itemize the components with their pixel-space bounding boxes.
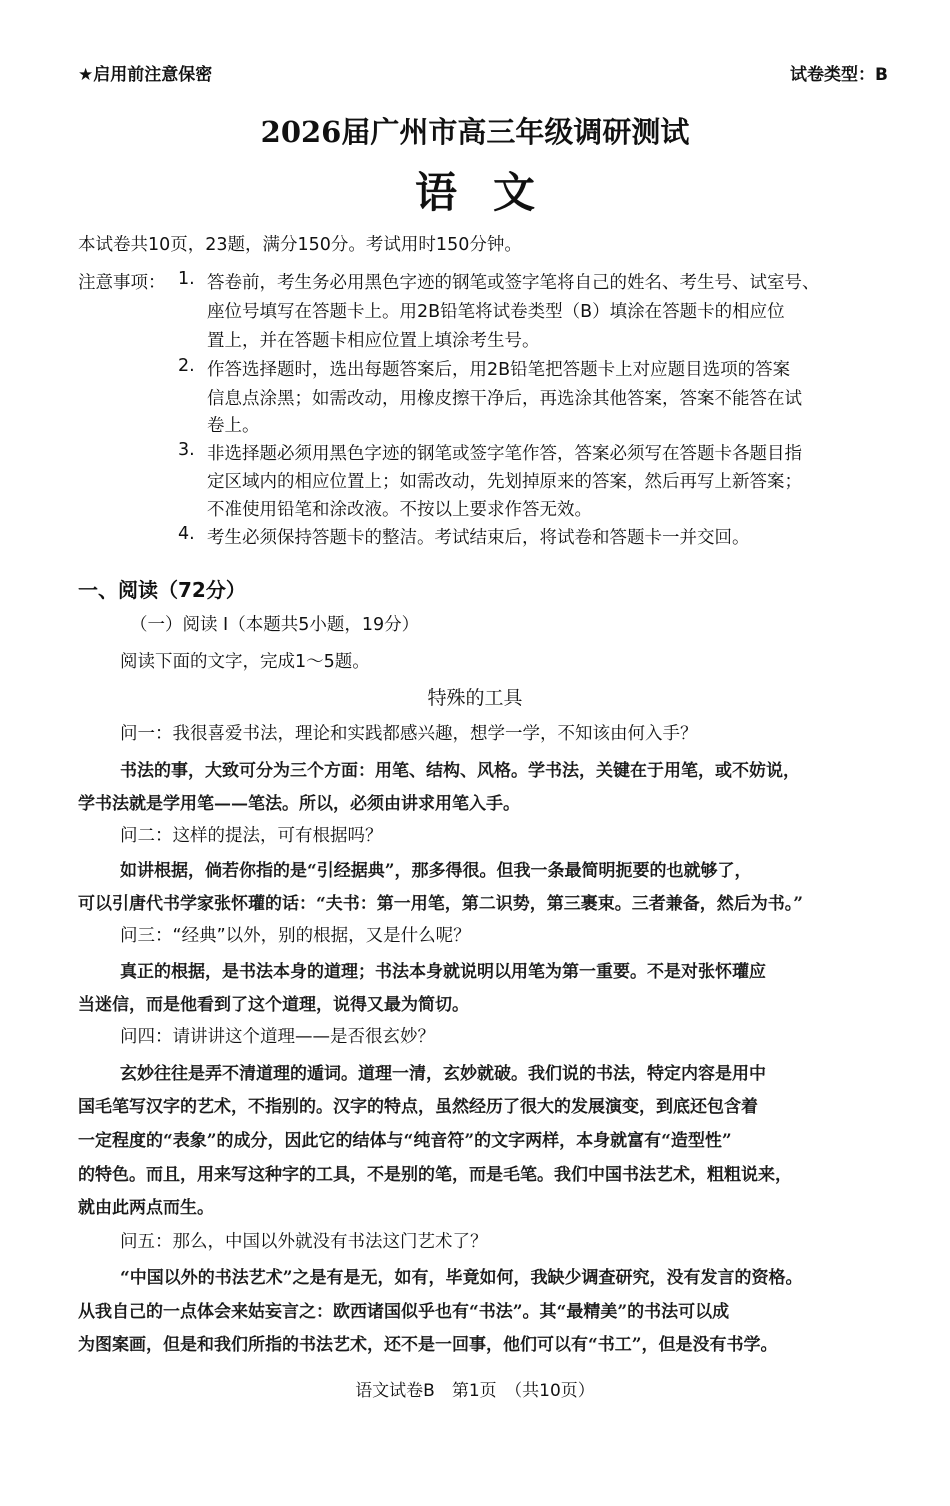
paper-type: 试卷类型：B — [790, 65, 888, 85]
answer-line: “中国以外的书法艺术”之是有是无，如有，毕竟如何，我缺少调查研究，没有发言的资格。 — [120, 1268, 803, 1288]
section-title: 一、阅读（72分） — [78, 578, 246, 602]
answer-line: 一定程度的“表象”的成分，因此它的结体与“纯音符”的文字两样，本身就富有“造型性” — [78, 1131, 732, 1151]
answer-line: 真正的根据，是书法本身的道理；书法本身就说明以用笔为第一重要。不是对张怀瓘应 — [120, 962, 766, 982]
instruction: 阅读下面的文字，完成1～5题。 — [120, 652, 370, 672]
answer-line: 就由此两点而生。 — [78, 1198, 214, 1218]
notice-number: 4. — [178, 524, 195, 544]
question-3: 问三：“经典”以外，别的根据，又是什么呢？ — [120, 926, 471, 946]
notice-line: 不准使用铅笔和涂改液。不按以上要求作答无效。 — [207, 500, 592, 520]
answer-line: 如讲根据，倘若你指的是“引经据典”，那多得很。但我一条最简明扼要的也就够了， — [120, 861, 752, 881]
question-4: 问四：请讲讲这个道理——是否很玄妙？ — [120, 1027, 435, 1047]
answer-line: 书法的事，大致可分为三个方面：用笔、结构、风格。学书法，关键在于用笔，或不妨说， — [120, 761, 800, 781]
question-2: 问二：这样的提法，可有根据吗？ — [120, 826, 383, 846]
notice-line: 答卷前，考生务必用黑色字迹的钢笔或签字笔将自己的姓名、考生号、试室号、 — [207, 273, 820, 293]
question-1: 问一：我很喜爱书法，理论和实践都感兴趣，想学一学，不知该由何入手？ — [120, 724, 698, 744]
exam-title: 2026届广州市高三年级调研测试 — [260, 115, 690, 149]
confidential-notice: ★启用前注意保密 — [78, 65, 213, 85]
notice-line: 置上，并在答题卡相应位置上填涂考生号。 — [207, 331, 540, 351]
notice-line: 非选择题必须用黑色字迹的钢笔或签字笔作答，答案必须写在答题卡各题目指 — [207, 444, 802, 464]
subsection-title: （一）阅读 I（本题共5小题，19分） — [130, 615, 420, 635]
notice-number: 2. — [178, 356, 195, 376]
answer-line: 当迷信，而是他看到了这个道理，说得又最为简切。 — [78, 995, 469, 1015]
notice-line: 座位号填写在答题卡上。用2B铅笔将试卷类型（B）填涂在答题卡的相应位 — [207, 302, 785, 322]
notice-number: 1. — [178, 269, 195, 289]
notice-number: 3. — [178, 440, 195, 460]
notice-line: 定区域内的相应位置上；如需改动，先划掉原来的答案，然后再写上新答案； — [207, 472, 802, 492]
notice-line: 信息点涂黑；如需改动，用橡皮擦干净后，再选涂其他答案，答案不能答在试 — [207, 389, 802, 409]
answer-line: 为图案画，但是和我们所指的书法艺术，还不是一回事，他们可以有“书工”，但是没有书学。 — [78, 1335, 778, 1355]
passage-title: 特殊的工具 — [427, 687, 523, 709]
answer-line: 的特色。而且，用来写这种字的工具，不是别的笔，而是毛笔。我们中国书法艺术，粗粗说来， — [78, 1165, 792, 1185]
question-5: 问五：那么，中国以外就没有书法这门艺术了？ — [120, 1232, 488, 1252]
notice-line: 卷上。 — [207, 416, 260, 436]
answer-line: 从我自己的一点体会来姑妄言之：欧西诸国似乎也有“书法”。其“最精美”的书法可以成 — [78, 1302, 730, 1322]
answer-line: 国毛笔写汉字的艺术，不指别的。汉字的特点，虽然经历了很大的发展演变，到底还包含着 — [78, 1097, 758, 1117]
notice-label: 注意事项： — [78, 273, 166, 293]
answer-line: 玄妙往往是弄不清道理的遁词。道理一清，玄妙就破。我们说的书法，特定内容是用中 — [120, 1064, 766, 1084]
notice-line: 考生必须保持答题卡的整洁。考试结束后，将试卷和答题卡一并交回。 — [207, 528, 750, 548]
subject-title: 语文 — [414, 168, 571, 217]
answer-line: 可以引唐代书学家张怀瓘的话：“夫书：第一用笔，第二识势，第三裹束。三者兼备，然后为书。” — [78, 894, 804, 914]
answer-line: 学书法就是学用笔——笔法。所以，必须由讲求用笔入手。 — [78, 794, 520, 814]
page-footer: 语文试卷B 第1页 （共10页） — [355, 1381, 595, 1401]
exam-info: 本试卷共10页，23题，满分150分。考试用时150分钟。 — [78, 235, 522, 255]
notice-line: 作答选择题时，选出每题答案后，用2B铅笔把答题卡上对应题目选项的答案 — [207, 360, 791, 380]
